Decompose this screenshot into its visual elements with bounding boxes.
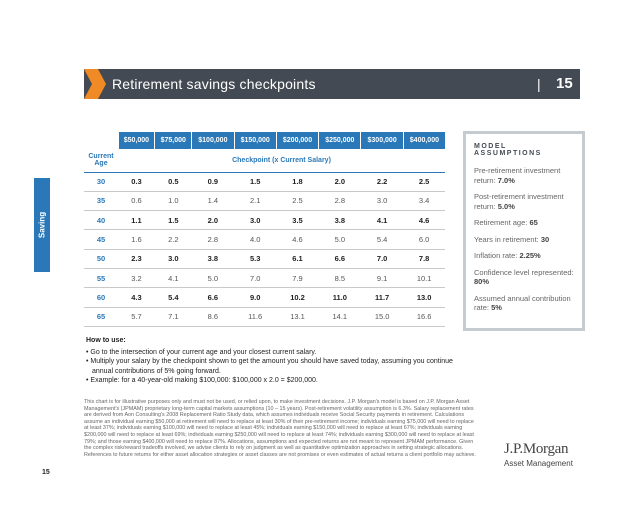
table-row (84, 172, 445, 191)
checkpoint-column-header: Checkpoint (x Current Salary) (118, 149, 445, 172)
checkpoint-cell: 2.8 (319, 191, 361, 210)
footer-page-number: 15 (42, 469, 50, 476)
checkpoint-cell: 13.0 (403, 288, 445, 307)
checkpoint-cell: 3.0 (361, 191, 403, 210)
checkpoint-cell: 7.1 (155, 307, 192, 326)
checkpoint-cell: 1.5 (155, 211, 192, 230)
checkpoint-cell: 3.8 (192, 249, 234, 268)
table-row (84, 211, 445, 230)
assumption-value: 5.0% (497, 201, 515, 211)
assumption-value: 5% (491, 303, 502, 312)
salary-header: $300,000 (361, 132, 403, 149)
checkpoint-cell: 5.4 (361, 230, 403, 249)
checkpoint-cell: 3.2 (118, 268, 155, 287)
page-title: Retirement savings checkpoints (112, 76, 316, 92)
checkpoint-cell: 5.0 (319, 230, 361, 249)
assumption-value: 30 (540, 234, 550, 244)
checkpoint-cell: 7.8 (403, 249, 445, 268)
checkpoint-cell: 3.4 (403, 191, 445, 210)
assumption-label: Post-retirement investment return: (474, 192, 564, 211)
checkpoint-cell: 3.8 (319, 211, 361, 230)
assumption-value: 2.25% (519, 251, 541, 260)
model-assumptions-panel (463, 131, 585, 331)
assumption-value: 80% (474, 277, 490, 286)
age-cell: 50 (84, 249, 118, 268)
checkpoint-cell: 6.6 (319, 249, 361, 268)
table-corner (84, 132, 118, 149)
age-cell: 40 (84, 211, 118, 230)
checkpoint-cell: 5.3 (234, 249, 276, 268)
assumption-label: Inflation rate: (474, 251, 518, 260)
checkpoint-cell: 6.0 (403, 230, 445, 249)
how-to-step: • Go to the intersection of your current age and your closest current salary. (86, 348, 317, 356)
assumptions-title: MODEL ASSUMPTIONS (474, 143, 542, 157)
how-to-step: • Multiply your salary by the checkpoint shown to get the amount you should have saved today, assuming you continue annual contributions of 5% going forward. (86, 358, 453, 375)
jpmorgan-logo[interactable] (504, 441, 586, 468)
checkpoint-cell: 0.5 (155, 172, 192, 191)
checkpoint-cell: 5.0 (192, 268, 234, 287)
age-cell: 60 (84, 288, 118, 307)
assumption-value: 7.0% (497, 175, 515, 185)
checkpoint-cell: 7.0 (234, 268, 276, 287)
salary-header: $250,000 (319, 132, 361, 149)
checkpoint-cell: 10.2 (276, 288, 318, 307)
checkpoint-cell: 2.2 (155, 230, 192, 249)
table-row (84, 307, 445, 326)
checkpoint-cell: 11.7 (361, 288, 403, 307)
assumption-item (474, 294, 574, 313)
table-row (84, 191, 445, 210)
table-row (84, 288, 445, 307)
checkpoint-cell: 4.0 (234, 230, 276, 249)
logo-name: J.P.Morgan (504, 441, 569, 457)
checkpoint-cell: 0.3 (118, 172, 155, 191)
checkpoint-cell: 2.0 (319, 172, 361, 191)
assumption-label: Retirement age: (474, 218, 528, 227)
checkpoint-cell: 13.1 (276, 307, 318, 326)
checkpoint-cell: 16.6 (403, 307, 445, 326)
title-separator: | (537, 76, 541, 92)
assumption-label: Confidence level represented: (474, 267, 574, 277)
salary-header: $50,000 (118, 132, 155, 149)
age-column-header: Current Age (84, 149, 118, 172)
assumption-item (474, 192, 574, 211)
age-cell: 35 (84, 191, 118, 210)
checkpoint-cell: 14.1 (319, 307, 361, 326)
checkpoint-cell: 2.3 (118, 249, 155, 268)
checkpoint-cell: 1.1 (118, 211, 155, 230)
checkpoint-cell: 0.6 (118, 191, 155, 210)
age-cell: 30 (84, 172, 118, 191)
checkpoint-cell: 4.6 (276, 230, 318, 249)
table-row (84, 268, 445, 287)
checkpoint-cell: 4.3 (118, 288, 155, 307)
checkpoint-cell: 9.1 (361, 268, 403, 287)
column-label-row (84, 149, 445, 172)
logo-subtitle: Asset Management (504, 459, 573, 468)
salary-header: $200,000 (276, 132, 318, 149)
assumption-item (474, 166, 574, 185)
checkpoint-cell: 1.5 (234, 172, 276, 191)
how-to-step: • Example: for a 40-year-old making $100,000: $100,000 x 2.0 = $200,000. (86, 377, 318, 385)
assumption-label: Assumed annual contribution rate: (474, 293, 571, 312)
disclaimer-text: This chart is for illustrative purposes only and must not be used, or relied upon, to make investment decisions. J.P. Morgan's model is based on J.P. Morgan Asset Management's (JPMAM) proprietary long-term capital markets assumptions (10 – 15 years). Post-retirement volatility assumption is 6.3%. Salary replacement rates are derived from Aon Consulting's 2008 Replacement Ratio Study data, which assumes individuals receive Social Security payments in retirement. Calculations assume an individual earning $50,000 at retirement will need to replace at least 30% of their pre-retirement income; individuals earning $75,000 will need to replace at least 37%; individuals earning $100,000 will need to replace at least 45%; individuals earning $150,000 will need to replace at least 67%; individuals earning $200,000 will need to replace at least 69%; individuals earning $250,000 will need to replace at least 74%; individuals earning $300,000 will need to replace at least 79%; and those earning $400,000 will need to replace 87%. Allocations, assumptions and expected returns are not meant to represent JPMAM performance. Given the complex risk/reward tradeoffs involved, we advise clients to rely on judgment as well as quantitative optimization approaches in setting strategic allocations. References to future returns for either asset allocation strategies or asset classes are not promises or even estimates of actual returns a client portfolio may achieve. (84, 399, 476, 458)
checkpoint-cell: 8.6 (192, 307, 234, 326)
checkpoint-cell: 3.5 (276, 211, 318, 230)
checkpoint-cell: 7.0 (361, 249, 403, 268)
assumption-item (474, 268, 574, 287)
age-cell: 45 (84, 230, 118, 249)
checkpoint-cell: 2.5 (403, 172, 445, 191)
salary-header: $150,000 (234, 132, 276, 149)
checkpoint-cell: 11.0 (319, 288, 361, 307)
table-row (84, 230, 445, 249)
how-to-title: How to use: (86, 337, 126, 344)
checkpoint-cell: 4.6 (403, 211, 445, 230)
checkpoint-cell: 5.4 (155, 288, 192, 307)
checkpoint-cell: 1.6 (118, 230, 155, 249)
checkpoint-cell: 3.0 (155, 249, 192, 268)
checkpoint-cell: 2.0 (192, 211, 234, 230)
checkpoint-cell: 6.6 (192, 288, 234, 307)
checkpoint-cell: 2.1 (234, 191, 276, 210)
checkpoint-cell: 11.6 (234, 307, 276, 326)
checkpoint-cell: 0.9 (192, 172, 234, 191)
checkpoint-cell: 1.8 (276, 172, 318, 191)
checkpoint-cell: 7.9 (276, 268, 318, 287)
assumption-item (474, 251, 574, 261)
age-cell: 65 (84, 307, 118, 326)
section-tab-label: Saving (37, 211, 47, 239)
checkpoint-cell: 5.7 (118, 307, 155, 326)
checkpoint-cell: 15.0 (361, 307, 403, 326)
salary-header: $75,000 (155, 132, 192, 149)
assumption-value: 65 (529, 218, 538, 227)
salary-header: $100,000 (192, 132, 234, 149)
checkpoint-cell: 3.0 (234, 211, 276, 230)
assumption-label: Years in retirement: (474, 234, 539, 244)
checkpoint-table (84, 132, 445, 327)
table-row (84, 249, 445, 268)
checkpoint-cell: 4.1 (361, 211, 403, 230)
checkpoint-cell: 2.8 (192, 230, 234, 249)
checkpoint-cell: 9.0 (234, 288, 276, 307)
assumption-item (474, 218, 574, 228)
checkpoint-cell: 2.5 (276, 191, 318, 210)
checkpoint-cell: 6.1 (276, 249, 318, 268)
salary-header-row (84, 132, 445, 149)
header-page-number: 15 (556, 75, 573, 92)
how-to-use-section (86, 336, 456, 386)
assumption-item (474, 235, 574, 245)
salary-header: $400,000 (403, 132, 445, 149)
checkpoint-cell: 4.1 (155, 268, 192, 287)
checkpoint-cell: 8.5 (319, 268, 361, 287)
checkpoint-cell: 1.0 (155, 191, 192, 210)
assumption-label: Pre-retirement investment return: (474, 166, 561, 185)
chevron-right-icon (84, 69, 106, 99)
age-cell: 55 (84, 268, 118, 287)
checkpoint-cell: 10.1 (403, 268, 445, 287)
checkpoint-cell: 2.2 (361, 172, 403, 191)
checkpoint-cell: 1.4 (192, 191, 234, 210)
